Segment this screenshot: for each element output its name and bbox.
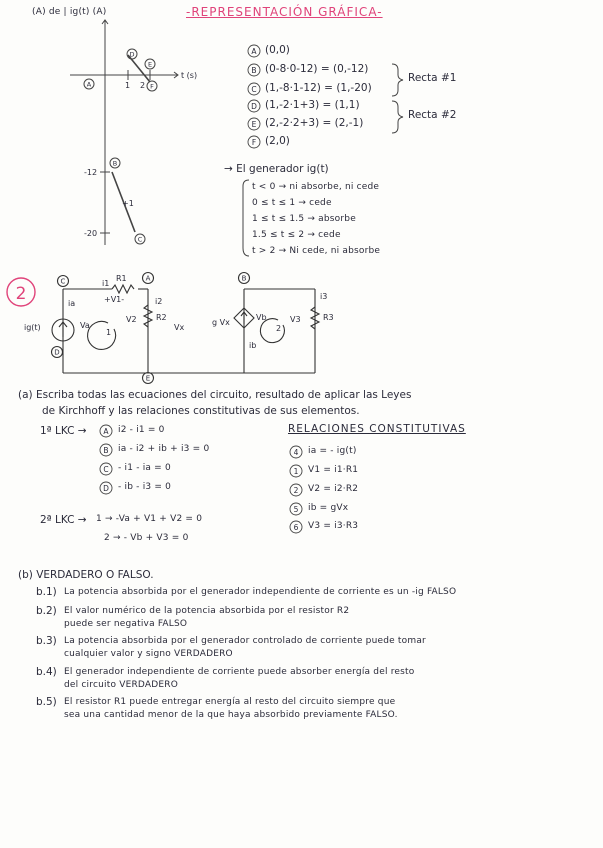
graph-point-c: C bbox=[137, 235, 143, 244]
brace-recta1 bbox=[392, 64, 403, 96]
label-i1: i1 bbox=[102, 279, 110, 288]
label-ia: ia bbox=[68, 299, 76, 308]
point-d-text: (1,-2·1+3) = (1,1) bbox=[265, 99, 360, 111]
generator-line-2: 0 ≤ t ≤ 1 → cede bbox=[252, 198, 332, 208]
graph-plus-one: +1 bbox=[122, 199, 134, 208]
lvk-eq-1: 1 → -Va + V1 + V2 = 0 bbox=[96, 514, 203, 524]
label-ig: ig(t) bbox=[24, 323, 41, 332]
b3-line-1: La potencia absorbida por el generador controlado de corriente puede tomar bbox=[64, 636, 426, 646]
rel-number-1: 4 bbox=[293, 448, 299, 457]
point-letter-e: E bbox=[251, 120, 257, 129]
node-b: B bbox=[241, 274, 247, 283]
loop-1-label: 1 bbox=[106, 328, 112, 337]
recta-2-label: Recta #2 bbox=[408, 109, 457, 121]
point-letter-a: A bbox=[251, 47, 257, 56]
loop-2-label: 2 bbox=[276, 324, 282, 333]
generator-line-1: t < 0 → ni absorbe, ni cede bbox=[252, 182, 380, 192]
label-i3: i3 bbox=[320, 292, 328, 301]
label-r2: R2 bbox=[156, 313, 167, 322]
graph-x-axis-label: t (s) bbox=[181, 71, 198, 80]
node-d: D bbox=[54, 348, 60, 357]
brace-generator bbox=[243, 180, 249, 256]
lkc-eq-d: - ib - i3 = 0 bbox=[118, 482, 172, 492]
label-vf: V2 bbox=[126, 315, 137, 324]
label-v1: +V1- bbox=[104, 295, 125, 304]
lkc-letter-a: A bbox=[103, 427, 109, 436]
generator-line-3: 1 ≤ t ≤ 1.5 → absorbe bbox=[252, 214, 356, 224]
rel-eq-5: V3 = i3·R3 bbox=[308, 521, 359, 531]
lkc-label: 1ª LKC → bbox=[40, 425, 87, 437]
graph-point-a: A bbox=[86, 80, 92, 89]
b3-line-2: cualquier valor y signo VERDADERO bbox=[64, 649, 233, 659]
rel-eq-3: V2 = i2·R2 bbox=[308, 484, 359, 494]
graph-point-d: D bbox=[129, 50, 135, 59]
loop-1-arrow bbox=[88, 321, 116, 349]
graph-x-tick-1: 1 bbox=[125, 81, 131, 90]
point-e-text: (2,-2·2+3) = (2,-1) bbox=[265, 117, 364, 129]
rel-number-5: 6 bbox=[293, 523, 299, 532]
point-f-text: (2,0) bbox=[265, 135, 290, 147]
generator-title: → El generador ig(t) bbox=[224, 163, 329, 175]
question-b-title: (b) VERDADERO O FALSO. bbox=[18, 569, 154, 581]
label-ib: ib bbox=[249, 341, 257, 350]
page-title: -REPRESENTACIÓN GRÁFICA- bbox=[186, 5, 383, 19]
b4-id: b.4) bbox=[36, 666, 57, 678]
rel-eq-2: V1 = i1·R1 bbox=[308, 465, 359, 475]
circuit-diagram bbox=[7, 273, 319, 384]
point-letter-c: C bbox=[251, 85, 257, 94]
graph-point-f: F bbox=[150, 82, 154, 91]
b1-id: b.1) bbox=[36, 586, 57, 598]
graph-x-tick-2: 2 bbox=[140, 81, 146, 90]
b5-line-2: sea una cantidad menor de la que haya absorbido previamente FALSO. bbox=[64, 710, 398, 720]
b4-line-2: del circuito VERDADERO bbox=[64, 680, 178, 690]
label-r1: R1 bbox=[116, 274, 127, 283]
point-a-text: (0,0) bbox=[265, 44, 290, 56]
b2-line-2: puede ser negativa FALSO bbox=[64, 619, 188, 629]
lvk-eq-2: 2 → - Vb + V3 = 0 bbox=[104, 533, 189, 543]
lkc-eq-b: ia - i2 + ib + i3 = 0 bbox=[118, 444, 210, 454]
lkc-letter-c: C bbox=[103, 465, 109, 474]
graph-y-tick-m20: -20 bbox=[84, 229, 98, 238]
lkc-eq-a: i2 - i1 = 0 bbox=[118, 425, 165, 435]
problem-number: 2 bbox=[15, 284, 27, 304]
brace-recta2 bbox=[392, 101, 403, 133]
label-vx: Vx bbox=[174, 323, 185, 332]
graph-point-e: E bbox=[147, 60, 153, 69]
b3-id: b.3) bbox=[36, 635, 57, 647]
node-c: C bbox=[60, 277, 66, 286]
relaciones-title: RELACIONES CONSTITUTIVAS bbox=[288, 423, 466, 435]
b2-line-1: El valor numérico de la potencia absorbida por el resistor R2 bbox=[64, 606, 350, 616]
point-letter-d: D bbox=[251, 102, 257, 111]
rel-number-4: 5 bbox=[293, 505, 299, 514]
b5-line-1: El resistor R1 puede entregar energía al resto del circuito siempre que bbox=[64, 697, 396, 707]
generator-line-4: 1.5 ≤ t ≤ 2 → cede bbox=[252, 230, 341, 240]
graph-axis-label: (A) de | ig(t) (A) bbox=[32, 7, 107, 17]
graph-y-tick-m12: -12 bbox=[84, 168, 98, 177]
rel-eq-4: ib = gVx bbox=[308, 503, 349, 513]
b2-id: b.2) bbox=[36, 605, 57, 617]
rel-number-3: 2 bbox=[293, 486, 299, 495]
node-a: A bbox=[145, 274, 151, 283]
question-a-line-2: de Kirchhoff y las relaciones constitutivas de sus elementos. bbox=[42, 405, 360, 417]
node-e: E bbox=[145, 374, 151, 383]
rel-number-2: 1 bbox=[293, 467, 299, 476]
graph-point-b: B bbox=[112, 159, 118, 168]
resistor-r1 bbox=[112, 285, 134, 293]
label-gvx: g Vx bbox=[212, 318, 230, 327]
lkc-eq-c: - i1 - ia = 0 bbox=[118, 463, 171, 473]
rel-eq-1: ia = - ig(t) bbox=[308, 446, 357, 456]
recta-1-label: Recta #1 bbox=[408, 72, 457, 84]
label-r3: R3 bbox=[323, 313, 334, 322]
question-a-line-1: (a) Escriba todas las ecuaciones del circuito, resultado de aplicar las Leyes bbox=[18, 389, 412, 401]
point-letter-b: B bbox=[251, 66, 257, 75]
lkc-letter-d: D bbox=[103, 484, 109, 493]
lvk-label: 2ª LKC → bbox=[40, 514, 87, 526]
b1-line-1: La potencia absorbida por el generador independiente de corriente es un -ig FALSO bbox=[64, 587, 457, 597]
label-i2: i2 bbox=[155, 297, 163, 306]
label-vb: Vb bbox=[256, 313, 267, 322]
label-va: Va bbox=[80, 321, 90, 330]
point-c-text: (1,-8·1-12) = (1,-20) bbox=[265, 82, 372, 94]
point-letter-f: F bbox=[251, 138, 257, 147]
lkc-letter-b: B bbox=[103, 446, 109, 455]
b5-id: b.5) bbox=[36, 696, 57, 708]
label-v3: V3 bbox=[290, 315, 301, 324]
b4-line-1: El generador independiente de corriente puede absorber energía del resto bbox=[64, 667, 415, 677]
point-b-text: (0-8·0-12) = (0,-12) bbox=[265, 63, 369, 75]
generator-line-5: t > 2 → Ni cede, ni absorbe bbox=[252, 246, 381, 256]
